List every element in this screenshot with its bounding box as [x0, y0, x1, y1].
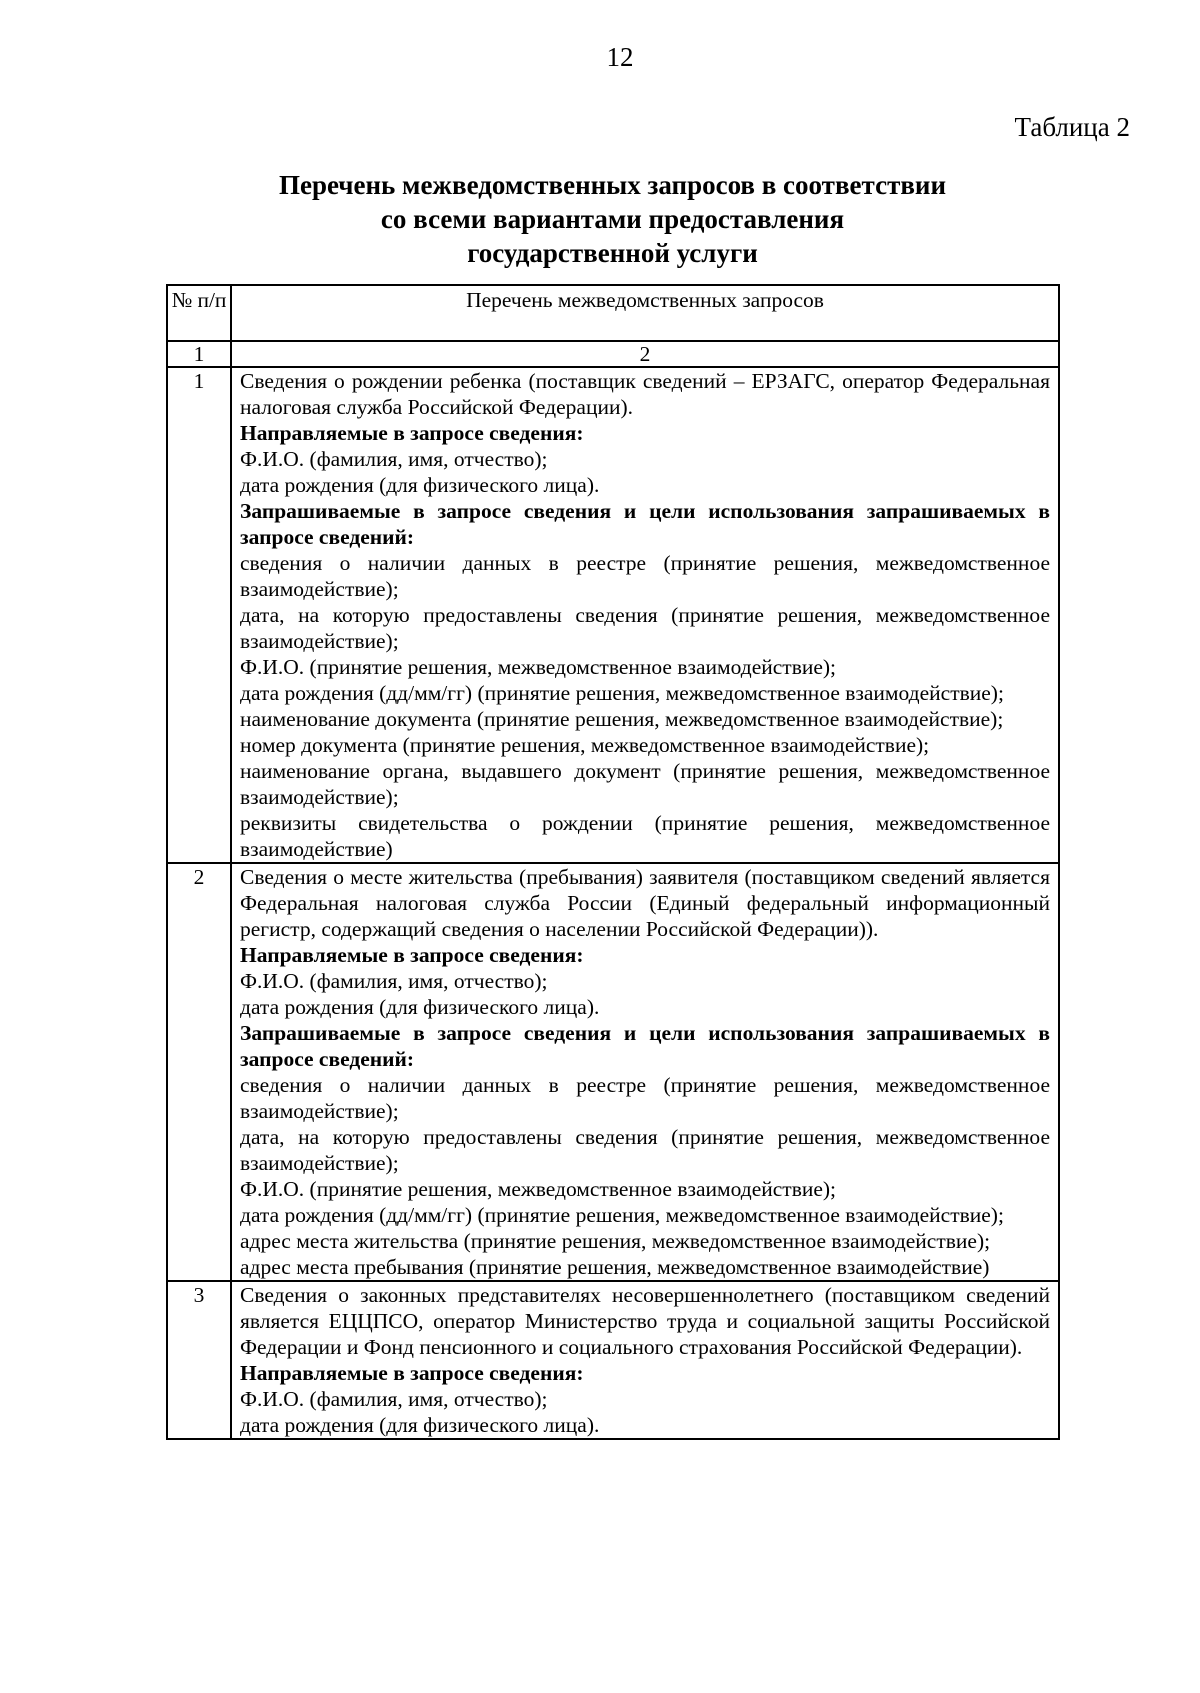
content-line: дата рождения (дд/мм/гг) (принятие решения, межведомственное взаимодействие);: [240, 681, 1004, 705]
content-line: сведения о наличии данных в реестре (принятие решения, межведомственное взаимодействие);: [240, 551, 1050, 601]
content-line: номер документа (принятие решения, межведомственное взаимодействие);: [240, 733, 930, 757]
content-line: сведения о наличии данных в реестре (принятие решения, межведомственное взаимодействие);: [240, 1073, 1050, 1123]
table-label: Таблица 2: [1014, 112, 1130, 142]
content-line: наименование органа, выдавшего документ (принятие решения, межведомственное взаимодействие);: [240, 759, 1050, 809]
content-line: адрес места пребывания (принятие решения, межведомственное взаимодействие): [240, 1255, 990, 1279]
title-line: со всеми вариантами предоставления: [380, 204, 845, 234]
header-text: Перечень межведомственных запросов: [231, 285, 1059, 341]
content-line: дата рождения (для физического лица).: [240, 473, 600, 497]
table-row: [167, 367, 1059, 863]
index-col-1: 1: [167, 341, 231, 367]
content-line: Сведения о рождении ребенка (поставщик сведений – ЕРЗАГС, оператор Федеральная налоговая служба Российской Федерации).: [240, 369, 1050, 419]
content-line: дата, на которую предоставлены сведения (принятие решения, межведомственное взаимодействие);: [240, 603, 1050, 653]
header-num: № п/п: [167, 285, 231, 341]
section-heading: Запрашиваемые в запросе сведения и цели использования запрашиваемых в запросе сведений:: [240, 499, 1050, 549]
row-content: [231, 863, 1059, 1281]
requests-table: [166, 284, 1060, 1440]
table-row: [167, 863, 1059, 1281]
content-line: дата, на которую предоставлены сведения (принятие решения, межведомственное взаимодействие);: [240, 1125, 1050, 1175]
row-number: 3: [167, 1281, 231, 1439]
content-line: Ф.И.О. (фамилия, имя, отчество);: [240, 969, 548, 993]
content-line: Ф.И.О. (фамилия, имя, отчество);: [240, 447, 548, 471]
section-heading: Направляемые в запросе сведения:: [240, 943, 584, 967]
section-heading: Направляемые в запросе сведения:: [240, 421, 584, 445]
content-line: Сведения о законных представителях несовершеннолетнего (поставщиком сведений является ЕЦЦПСО, оператор Министерство труда и социальной защиты Российской Федерации и Фонд пенсионного и социального страхования Российской Федерации).: [240, 1283, 1050, 1359]
table-row: [167, 1281, 1059, 1439]
page-number: 12: [606, 42, 634, 72]
table-index-row: [167, 341, 1059, 367]
section-heading: Направляемые в запросе сведения:: [240, 1361, 584, 1385]
table-header-row: [167, 285, 1059, 341]
index-col-2: 2: [231, 341, 1059, 367]
content-line: Ф.И.О. (принятие решения, межведомственное взаимодействие);: [240, 1177, 837, 1201]
row-number: 1: [167, 367, 231, 863]
content-line: Ф.И.О. (принятие решения, межведомственное взаимодействие);: [240, 655, 837, 679]
content-line: Ф.И.О. (фамилия, имя, отчество);: [240, 1387, 548, 1411]
content-line: дата рождения (дд/мм/гг) (принятие решения, межведомственное взаимодействие);: [240, 1203, 1004, 1227]
title-line: Перечень межведомственных запросов в соответствии: [278, 170, 947, 200]
section-heading: Запрашиваемые в запросе сведения и цели использования запрашиваемых в запросе сведений:: [240, 1021, 1050, 1071]
row-content: [231, 1281, 1059, 1439]
content-line: Сведения о месте жительства (пребывания) заявителя (поставщиком сведений является Федеральная налоговая служба России (Единый федеральный информационный регистр, содержащий сведения о населении Российской Федерации)).: [240, 865, 1050, 941]
content-line: дата рождения (для физического лица).: [240, 995, 600, 1019]
document-title: [166, 168, 1059, 270]
content-line: наименование документа (принятие решения, межведомственное взаимодействие);: [240, 707, 1004, 731]
content-line: адрес места жительства (принятие решения, межведомственное взаимодействие);: [240, 1229, 991, 1253]
content-line: реквизиты свидетельства о рождении (принятие решения, межведомственное взаимодействие): [240, 811, 1050, 861]
row-content: [231, 367, 1059, 863]
row-number: 2: [167, 863, 231, 1281]
content-line: дата рождения (для физического лица).: [240, 1413, 600, 1437]
title-line: государственной услуги: [467, 238, 758, 268]
